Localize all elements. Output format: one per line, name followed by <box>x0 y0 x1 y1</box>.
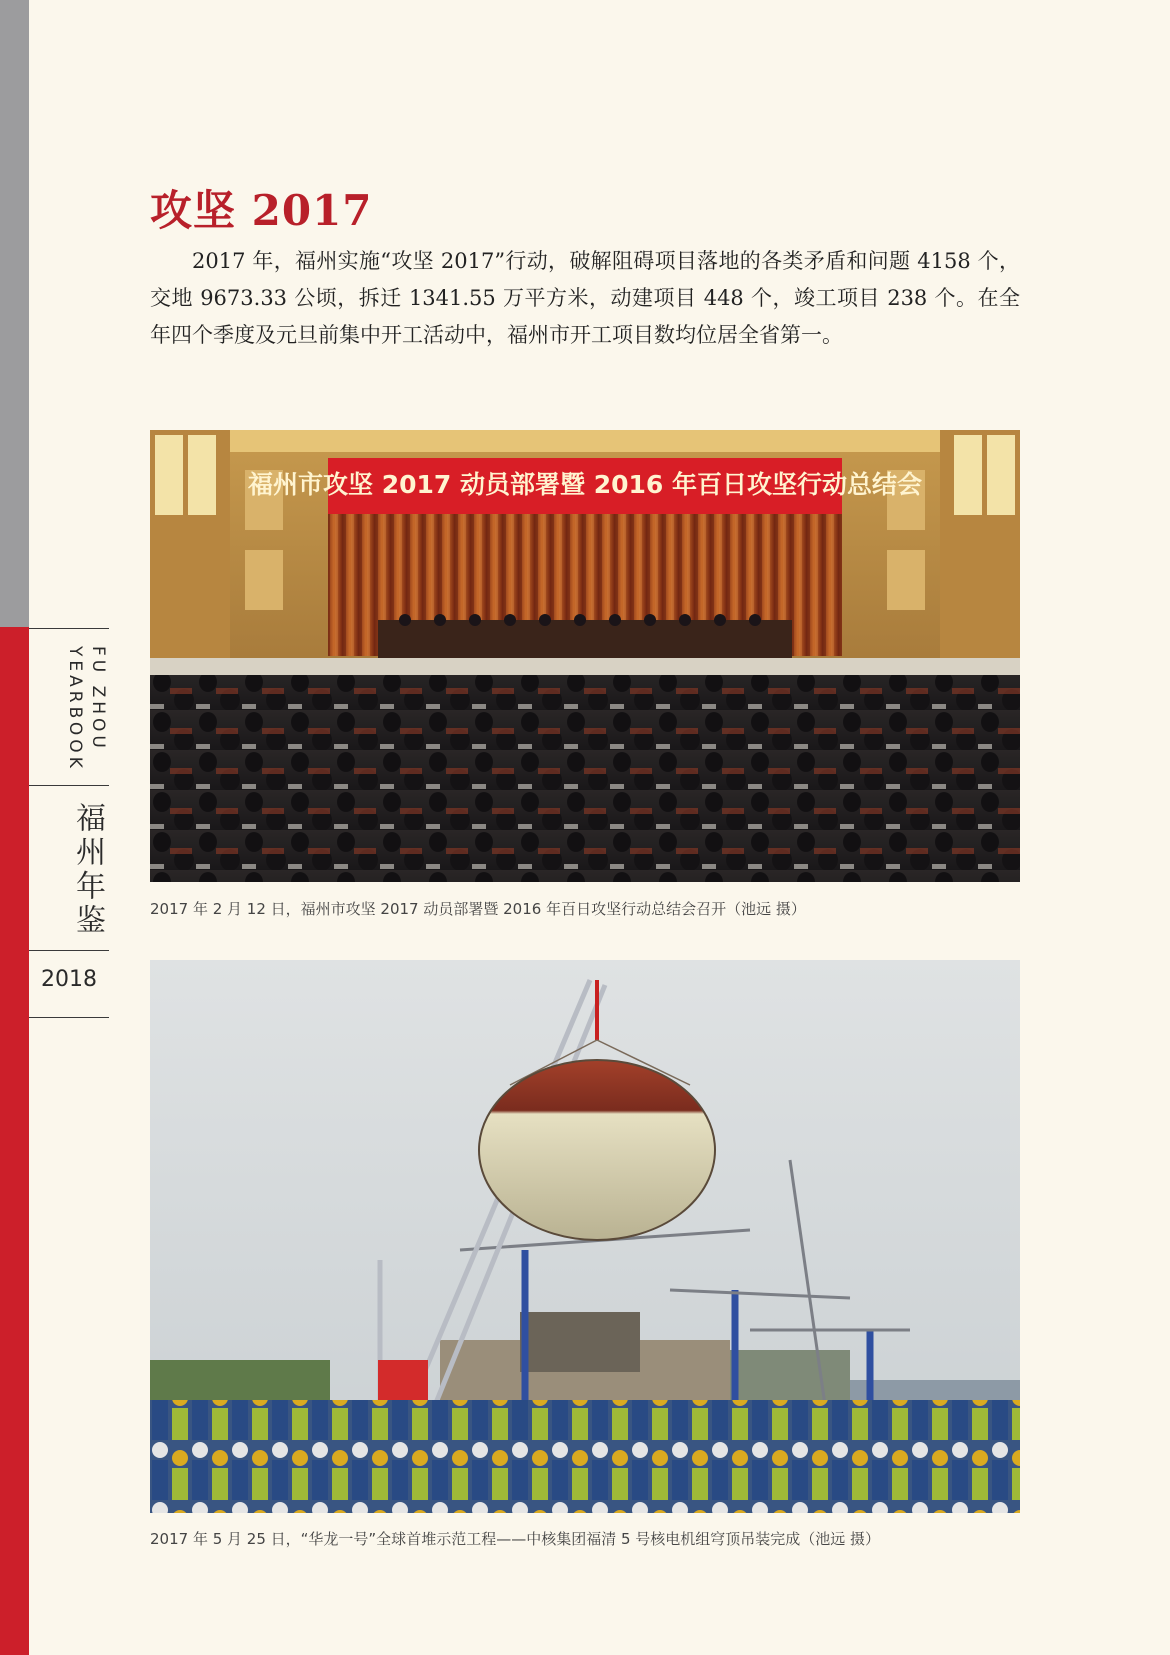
sidebar-en-name: FU ZHOU YEARBOOK <box>65 646 108 772</box>
meeting-photo <box>150 430 1020 882</box>
sidebar-year: 2018 <box>41 967 97 992</box>
sidebar-rule-top <box>29 628 109 629</box>
sidebar-rule-lower <box>29 950 109 951</box>
sidebar-rule-middle <box>29 785 109 786</box>
sidebar-cn-name: 福州年鉴 <box>70 802 105 938</box>
sidebar-gray-band <box>0 0 29 627</box>
meeting-banner-text: 福州市攻坚 2017 动员部署暨 2016 年百日攻坚行动总结会 <box>248 470 922 499</box>
article-paragraph: 2017 年，福州实施“攻坚 2017”行动，破解阻碍项目落地的各类矛盾和问题 4158 个，交地 9673.33 公顷，拆迁 1341.55 万平方米，动建项目 448 个，竣工项目 238 个。在全年四个季度及元旦前集中开工活动中，福州市开工项目数均位居全省第一。 <box>150 249 1020 347</box>
construction-photo-caption: 2017 年 5 月 25 日，“华龙一号”全球首堆示范工程——中核集团福清 5 号核电机组穹顶吊装完成（池远 摄） <box>150 1530 881 1548</box>
sidebar-rule-bottom <box>29 1017 109 1018</box>
meeting-photo-caption: 2017 年 2 月 12 日，福州市攻坚 2017 动员部署暨 2016 年百日攻坚行动总结会召开（池远 摄） <box>150 900 806 918</box>
sidebar-red-band <box>0 627 29 1655</box>
construction-photo <box>150 960 1020 1513</box>
article-title: 攻坚 2017 <box>150 186 373 235</box>
